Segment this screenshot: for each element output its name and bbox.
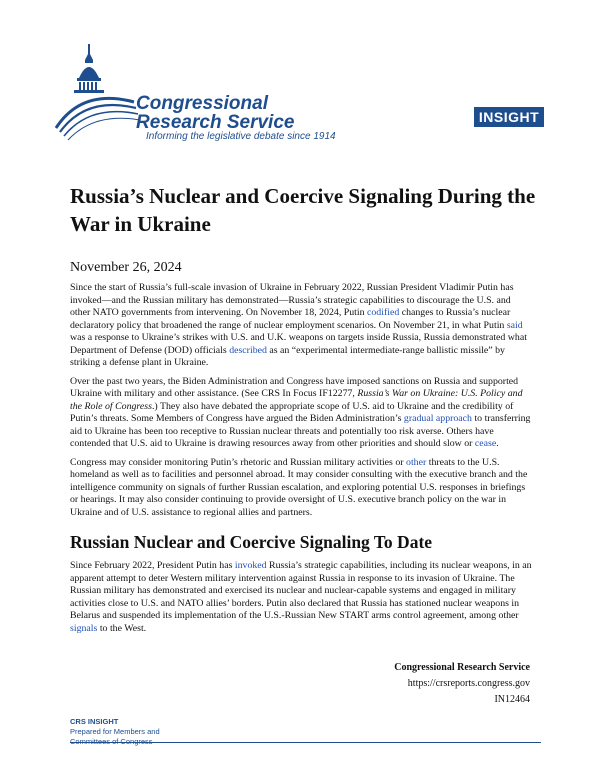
text-run: as an “experimental intermediate-range ballistic missile” by striking a defense plant in Ukraine. [70, 344, 505, 368]
inline-link[interactable]: gradual approach [403, 413, 472, 424]
inline-link[interactable]: other [406, 456, 427, 468]
footer-divider [70, 742, 541, 743]
footer-right [394, 660, 530, 708]
page-title: Russia’s Nuclear and Coercive Signaling During the War in Ukraine [70, 184, 536, 236]
intro-paragraph [70, 282, 532, 370]
logo-title-research-service: Research Service [136, 112, 295, 133]
logo-title-congressional: Congressional [136, 93, 268, 114]
prepared-line-1: Prepared for Members and [70, 727, 160, 736]
logo-tagline: Informing the legislative debate since 1914 [146, 131, 336, 142]
intro-paragraph [70, 457, 532, 520]
section-heading: Russian Nuclear and Coercive Signaling To Date [70, 532, 433, 552]
section-paragraphs [70, 560, 532, 635]
text-run: to transferring aid to Ukraine has been too receptive to Russian nuclear threats and potentially too risk averse. Others have contended that U.S. aid to Ukraine is drawing resources away from other priorities and should slow or [70, 413, 531, 449]
text-run: Over the past two years, the Biden Administration and Congress have imposed sanctions on Russia and supported Ukraine with military and other assistance. (See CRS In Focus IF12277, [70, 375, 519, 399]
inline-link[interactable]: invoked [234, 560, 267, 571]
text-run: Since the start of Russia’s full-scale invasion of Ukraine in February 2022, Russian President Vladimir Putin has invoked—and the Russian military has demonstrated—Russia’s strategic capabilities to discourage the U.S. and other NATO governments from intervening. On November 18, 2024, Putin [70, 282, 514, 318]
insight-badge: INSIGHT [474, 107, 544, 127]
text-run: was a response to Ukraine’s strikes with U.S. and U.K. weapons on targets inside Russia, Russia demonstrated what Department of Defense (DOD) officials [70, 332, 527, 356]
text-run: threats to the U.S. homeland as well as to facilities and personnel abroad. It may consider consulting with the executive branch and the intelligence community on signals of further Russian escalation, and exploring potential U.S. responses in briefings or hearings. It may also consider continuing to provide oversight of U.S. executive branch policy on the war in Ukraine and of U.S. assistance to regional allies and partners. [70, 456, 528, 518]
inline-link[interactable]: described [229, 344, 267, 356]
text-run: Congress may consider monitoring Putin’s rhetoric and Russian military activities or [70, 456, 407, 468]
text-run: changes to Russia’s nuclear declaratory policy that broadened the range of nuclear employment scenarios. On November 21, in what Putin [70, 307, 511, 331]
crs-insight-label: CRS INSIGHT [70, 717, 119, 726]
text-run: .) They also have debated the appropriate scope of U.S. aid to Ukraine and the credibility of Putin’s threats. Some Members of Congress have argued the Biden Administration’s [70, 400, 514, 424]
footer-report-id: IN12464 [494, 694, 530, 705]
text-run: . [496, 438, 499, 449]
inline-link[interactable]: signals [70, 622, 98, 634]
inline-link[interactable]: said [506, 319, 523, 331]
footer-url: https://crsreports.congress.gov [407, 678, 530, 689]
intro-paragraph [70, 376, 532, 451]
text-run: to the West. [97, 622, 147, 634]
text-run: Since February 2022, President Putin has [70, 560, 235, 571]
document-body [70, 282, 532, 641]
intro-paragraphs [70, 282, 532, 519]
inline-link[interactable]: codified [367, 307, 400, 318]
section-paragraph [70, 560, 532, 635]
inline-link[interactable]: cease [474, 438, 497, 449]
crs-logo [52, 42, 372, 146]
footer-org: Congressional Research Service [394, 662, 530, 673]
publication-date: November 26, 2024 [70, 260, 182, 275]
text-run: Russia’s strategic capabilities, including its nuclear weapons, in an apparent attempt to deter Western military intervention against Russia in response to its invasion of Ukraine. The Russian military has demonstrated and exercised its nuclear and nuclear-capable systems and engaged in military activities close to U.S. and NATO allies’ borders. Putin also declared that Russia has stationed nuclear weapons in Belarus and suspended its implementation of the U.S.-Russian New START arms control agreement, among other [70, 560, 532, 621]
italic-reference: Russia’s War on Ukraine: U.S. Policy and the Role of Congress [70, 388, 523, 412]
